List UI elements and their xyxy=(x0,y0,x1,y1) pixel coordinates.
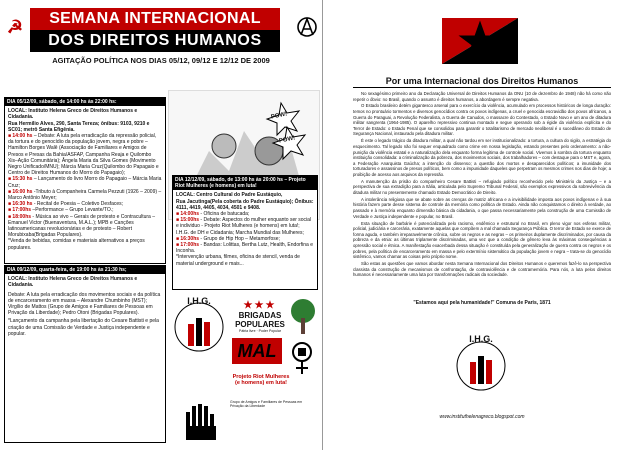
schedule-text: *Venda de bebidas, comidas e materiais alternativos a preços populares. xyxy=(8,238,145,251)
schedule-text: - Recital de Poesia – Coletivo Desfaces; xyxy=(32,201,124,208)
schedule-time: 16:30 hs xyxy=(12,201,33,208)
schedule-time: 17:00hs xyxy=(12,207,32,214)
event-box-dec-09 xyxy=(4,265,166,443)
schedule-text: - Música ao vivo – Gerais de protesto e Contracultura – Emanuel Victor (Buenaventura, M.A.L.); MPB e Canções latinoamericanas revolucionárias e de protesto – Robert Morubixaba(Brigadas Populares). xyxy=(8,213,155,239)
schedule-time: 14:00 hs xyxy=(12,133,33,140)
bullet-icon: ■ xyxy=(176,242,181,249)
bullet-icon: ■ xyxy=(8,133,13,140)
bullet-icon: ■ xyxy=(8,201,13,208)
banner-line-2: DOS DIREITOS HUMANOS xyxy=(30,30,280,52)
event-box-dec-05 xyxy=(4,97,166,264)
bullet-icon: ■ xyxy=(176,235,181,242)
riot-logo xyxy=(226,374,296,386)
event-location: LOCAL: Instituto Helena Greco de Direitos Humanos e Cidadania. xyxy=(8,108,138,121)
brigadas-line-2: POPULARES xyxy=(235,320,285,329)
schedule-time: 18:00hs xyxy=(12,213,32,220)
ihg-label: I.H.G. xyxy=(469,334,493,344)
schedule-time: 15:00hs xyxy=(180,217,200,224)
schedule-item xyxy=(176,242,314,254)
article-paragraph: No sexagésimo primeiro ano da Declaração Universal de Direitos Humanos da ONU (10 de dezembro de 1948) não há como não repetir o óbvio: no Brasil, quando o assunto é direitos humanos, a abordagem é sempre negativa. xyxy=(353,91,611,102)
schedule-text: - Grupo de Hip Hop – Metamorfose; xyxy=(199,235,280,242)
schedule-item xyxy=(8,214,162,239)
article-paragraph: O Estado brasileiro detém gigantesco arsenal para o exercício da violência, acumulado em processos históricos de longa duração: temos no prontuário tormentos e diversos genocídios contra os povos indígenas, a cruel e genocida escravidão dos povos africanos, a Guerra do Paraguai, a Revolução Federalista, a Guerra de Canudos, o massacre do Contestado, o Estado Novo e um ano de ditadura militar sangrenta (1964-1985). O aparelho repressivo continua montado e segue operando sob a égide da violência explícita e do Terror de Estado: o Estado Penal que se consolidou para garantir o totalitarismo de mercado neoliberal é o sucedâneo do Estado de Segurança Nacional, instaurado pela ditadura militar. xyxy=(353,103,611,137)
article-paragraph: A manutenção da prisão do companheiro Cesare Battisti – refugiado político reconhecido pelo Ministério da Justiça – e a perspectiva de sua extradição para a Itália, articulada pelo Supremo Tribunal Federal, são exemplos expressivos da sobrevivência da ditadura militar no presentemente chamado Estado Democrático de Direito. xyxy=(353,178,611,195)
schedule-text: – Lançamento do livro Morro do Papagaio – Márcia Maria Cruz; xyxy=(8,176,162,189)
schedule-time: 17:00hs xyxy=(180,242,200,249)
event-location: LOCAL: Centro Cultural do Padre Eustáquio, xyxy=(176,192,283,199)
event-address: Rua Hermílio Alves, 290, Santa Tereza; ônibus: 9103, 9210 e SC01; metrô Santa Efigênia. xyxy=(8,120,150,133)
brigadas-line-1: BRIGADAS xyxy=(238,311,282,320)
schedule-text: *Intervenção urbana, filmes, oficina de stencil, venda de material underground e mais... xyxy=(176,254,300,267)
schedule-item xyxy=(8,238,162,250)
blog-url[interactable]: www.instituthelenagreco.blogspot.com xyxy=(439,414,525,420)
red-black-star-flag-icon xyxy=(442,18,518,69)
closing-quote: "Estamos aqui pela humanidade!" Comuna de Paris, 1871 xyxy=(413,300,551,306)
grupo-amigos-label: Grupo de Amigos e Familiares de Pessoas em Privação da Liberdade xyxy=(230,400,303,408)
subtitle: AGITAÇÃO POLÍTICA NOS DIAS 05/12, 09/12 E 12/12 DE 2009 xyxy=(52,56,270,65)
anarchy-icon xyxy=(296,16,318,38)
banner-line-1: SEMANA INTERNACIONAL xyxy=(30,8,280,30)
schedule-text: -Tributo à Companheira Carmela Pezzuti (1926 – 2009) – Marco Antônio Meyer; xyxy=(8,188,162,202)
tree-logo xyxy=(288,296,318,336)
article-paragraph: São estas as questões que vamos abordar nesta Semana Internacional dos Direitos Humanos e queremos fazê-lo na perspectiva classista da construção de mecanismos de confrontação, de contraviolência e de contramemória. Para nós, a luta pelos direitos humanos é necessariamente uma luta por transformações radicais da sociedade. xyxy=(353,261,611,278)
hand-logo xyxy=(178,392,226,442)
article-title: Por uma Internacional dos Direitos Humanos xyxy=(385,76,579,86)
bullet-icon: ■ xyxy=(176,217,181,224)
schedule-time: 15:30 hs xyxy=(12,176,33,183)
ihg-logo xyxy=(170,296,228,374)
schedule-item xyxy=(8,133,162,176)
bullet-icon: ■ xyxy=(176,211,181,218)
debate-text: Debate: A luta pela erradicação dos movimentos sociais e da política de encarceramento em massa – Alexandre Chumbinho (MST); Virgílio de Mattos (Grupo de Amigos e Familiares de Pessoas em Privação da Liberdade); Pedro Otoni (Brigadas Populares). xyxy=(8,291,161,317)
article-body xyxy=(353,91,611,279)
ihg-logo-footer xyxy=(451,334,511,406)
riot-line-1: Projeto Riot Mulheres xyxy=(232,374,290,380)
event-items xyxy=(176,211,314,267)
ihg-label: I.H.G. xyxy=(187,296,211,306)
schedule-text: – Debate: A luta pela erradicação da repressão policial, da tortura e do genocídio da população jovem, negra e pobre – Hamilton Borges Walê (Associação de Familiares e Amigos de Presos e Presas da Bahia/ASFAP, Campanha Reaja e Quilombo Xis–Ação Comunitária); Ângela Maria da Silva Gomes (Movimento Negro Unificado/MNU); Márcia Maria Cruz(Quilombo do Papagaio e Centro de Direitos Humanos do Morro do Papagaio); xyxy=(8,133,159,177)
campaign-text: *Lançamento da campanha pela libertação do Cesare Battisti e pela criação de uma Comissão de Verdade e Justiça independente e popular. xyxy=(8,318,159,337)
schedule-text: - Oficina de batucada; xyxy=(199,211,250,218)
event-box-dec-12 xyxy=(172,175,318,290)
riot-line-2: (e homens) em luta! xyxy=(235,380,287,386)
schedule-text: - Debate: Aspectos do mulher enquanto ser social e individuo - Projeto Riot Mulheres (e homens) em luta!; I.H.G. de DH e Cidadania; Marcha Mundial das Mulheres; xyxy=(176,217,312,236)
article-paragraph: É este o legado trágico da ditadura militar, a qual não tardou em ser institucionalizado: a tortura, a cultura do sigilo, a estratégia do esquecimento. Tal legado não foi sequer enquadrado como crime em nossa legislação, estando presentes pelo ordenamento: a não-punição da violência estatal e a naturalização dela enquanto forma legítima de controle social. Vivemos à sombra da tortura enquanto instituição consolidada: a criminalização da pobreza, dos movimentos sociais, dos trabalhadores – com destaque para o MST e, agora, a Federação Anarquista Gaúcha; a intenção do dissenso; a questão dos mortos e desaparecidos políticos; a imunidade dos torturadores e assassinos de presos políticos, bem como a impunidade daqueles que perpetram os mesmos crimes nos dias de hoje; a proibição de acesso aos arquivos da repressão. xyxy=(353,138,611,177)
schedule-time: 16:00 hs xyxy=(12,188,33,195)
schedule-item xyxy=(8,176,162,188)
schedule-time: 14:00hs xyxy=(180,211,200,218)
right-page xyxy=(322,0,640,450)
schedule-item xyxy=(176,254,314,266)
bullet-icon: ■ xyxy=(8,207,13,214)
article-paragraph: Esta situação de barbárie é potencializada pelo racismo, endêmico e estrutural no Brasil, em pleno vigor nos esferas militar, policial, judiciária e carcerária, exatamente aquelas que compõem a mal chamada Segurança Pública. O terror de Estado se exerce de forma aguda, e também irreparavelmente crônica, sobre os negros e as negras – os primeiros duplamente discriminados, por causa da pobreza e da etnia: as últimas triplamente discriminadas, uma vez que a condição de gênero leva às máximas consequências a opressão social e étnica. A manifestação exacerbada dessa situação é constituída pela generalização de guerra contra os negros e os pobres, pela política de encarceramento em massa e pelo extermínio sistemático da população jovem e negra – trata-se do genocídio sistêmico, vamos chamar as coisas pelo próprio nome. xyxy=(353,220,611,260)
schedule-time: 16:30hs xyxy=(180,235,200,242)
title-underline xyxy=(353,87,611,88)
mal-logo: MAL xyxy=(232,338,282,364)
event-items xyxy=(8,133,162,251)
bullet-icon: ■ xyxy=(8,188,13,195)
hammer-sickle-icon: ☭ xyxy=(6,17,24,37)
schedule-item xyxy=(176,217,314,236)
pow-label-2: POW! xyxy=(278,135,296,145)
schedule-item xyxy=(8,189,162,201)
article-paragraph: A intolerância religiosa que se abate sobre as crenças de matriz africana e a invisibilidade imposta aos povos indígenas e à sua história fazem parte desse sistema de controle da memória como política de Estado. Ainda não conquistamos o direito à verdade, ao passado e à memória enquanto dimensão básica da cidadania, o que passa necessariamente pela construção de uma Comissão de Verdade e Justiça independente e popular, no Brasil. xyxy=(353,196,611,219)
event-location: LOCAL: Instituto Helena Greco de Direitos Humanos e Cidadania. xyxy=(8,276,138,289)
schedule-text: –Performance – Grupo Levante/TO.; xyxy=(31,207,114,214)
schedule-text: - Bandas: Lolittas, Bertha Lutz, Health, Endorfina e Inconha. xyxy=(176,242,314,255)
event-header: DIA 05/12/09, sábado, de 14:00 hs às 22:00 hs: xyxy=(5,98,165,106)
brigadas-tagline: Pátria livre · Poder Popular xyxy=(238,329,282,333)
fist-logo xyxy=(286,340,318,376)
brigadas-populares-logo: ★★★ BRIGADAS POPULARES Pátria livre · Poder Popular xyxy=(232,300,288,333)
title-banner xyxy=(30,8,280,52)
event-header: DIA 09/12/09, quarta-feira, de 19:00 hs às 21:30 hs; xyxy=(5,266,165,274)
pow-label-1: POW! xyxy=(270,111,288,121)
bullet-icon: ■ xyxy=(8,213,13,220)
event-address: Rua Jacutinga(Pela coberta do Padre Eustáquio); Ônibus: 4111, 4419, 4405, 4034, 4501 e 9408. xyxy=(176,198,314,211)
event-header: DIA 12/12/09, sábado, de 13:00 hs às 20:00 hs – Projeto Riot Mulheres (e homens) em luta! xyxy=(173,176,317,190)
bullet-icon: ■ xyxy=(8,176,13,183)
